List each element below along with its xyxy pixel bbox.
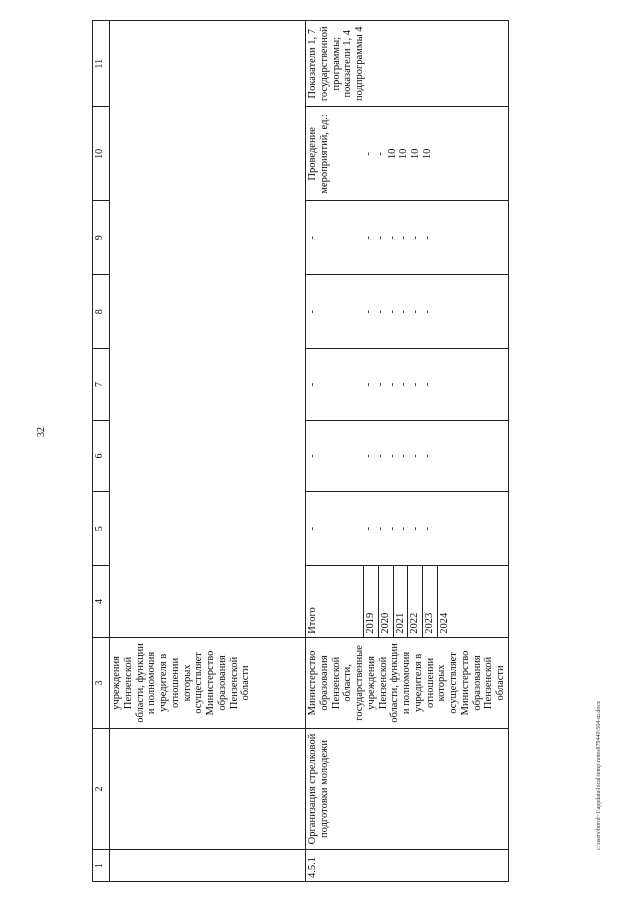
header-cell: 5 xyxy=(93,492,110,566)
total-label: Итого xyxy=(307,607,318,634)
header-cell: 4 xyxy=(93,566,110,638)
header-cell: 2 xyxy=(93,729,110,850)
program-table xyxy=(92,20,509,882)
col10-indicators: Проведение мероприятий, ед.: - - 10 10 10 10 xyxy=(306,107,509,201)
year-2021: 2021 xyxy=(393,566,408,637)
rotated-table-area xyxy=(92,20,584,882)
page-number: 32 xyxy=(36,427,47,437)
indicator-title: Проведение мероприятий, ед.: xyxy=(307,114,330,194)
header-cell: 11 xyxy=(93,21,110,107)
col6-values: - - - - - - - xyxy=(306,420,509,492)
col5-values: - - - - - - - xyxy=(306,492,509,566)
col7-values: - - - - - - - xyxy=(306,349,509,421)
header-cell: 9 xyxy=(93,201,110,275)
table-row-4-5-1 xyxy=(306,21,509,882)
file-path-footer: c:\users\borol~1\appdata\local\temp\notes879440\564-ш.docx xyxy=(596,700,602,850)
year-2020: 2020 xyxy=(378,566,393,637)
year-2022: 2022 xyxy=(407,566,422,637)
header-row xyxy=(93,21,110,882)
indicators-note: Показатели 1, 7 государственной программы; показатели 1, 4 подпрограммы 4 xyxy=(306,21,509,107)
col8-values: - - - - - - - xyxy=(306,275,509,349)
continued-row xyxy=(110,21,306,882)
header-cell: 6 xyxy=(93,420,110,492)
year-2019: 2019 xyxy=(363,566,378,637)
year-2023: 2023 xyxy=(422,566,437,637)
year-column xyxy=(306,566,509,638)
header-cell: 3 xyxy=(93,637,110,728)
header-cell: 7 xyxy=(93,349,110,421)
row-number: 4.5.1 xyxy=(306,849,509,881)
continued-executor: учреждения Пензенской области, функции и полномочия учредителя в отношении которых осуществляет Министерство образования Пензенской области xyxy=(110,637,306,728)
measure-name: Организация стрелковой подготовки молодежи xyxy=(306,729,509,850)
year-2024: 2024 xyxy=(437,566,452,637)
executor: Министерство образования Пензенской области, государственные учреждения Пензенской области, функции и полномочия учредителя в отношении которых осуществляет Министерство образования Пензенской области xyxy=(306,637,509,728)
header-cell: 1 xyxy=(93,849,110,881)
header-cell: 8 xyxy=(93,275,110,349)
col9-values: - - - - - - - xyxy=(306,201,509,275)
header-cell: 10 xyxy=(93,107,110,201)
